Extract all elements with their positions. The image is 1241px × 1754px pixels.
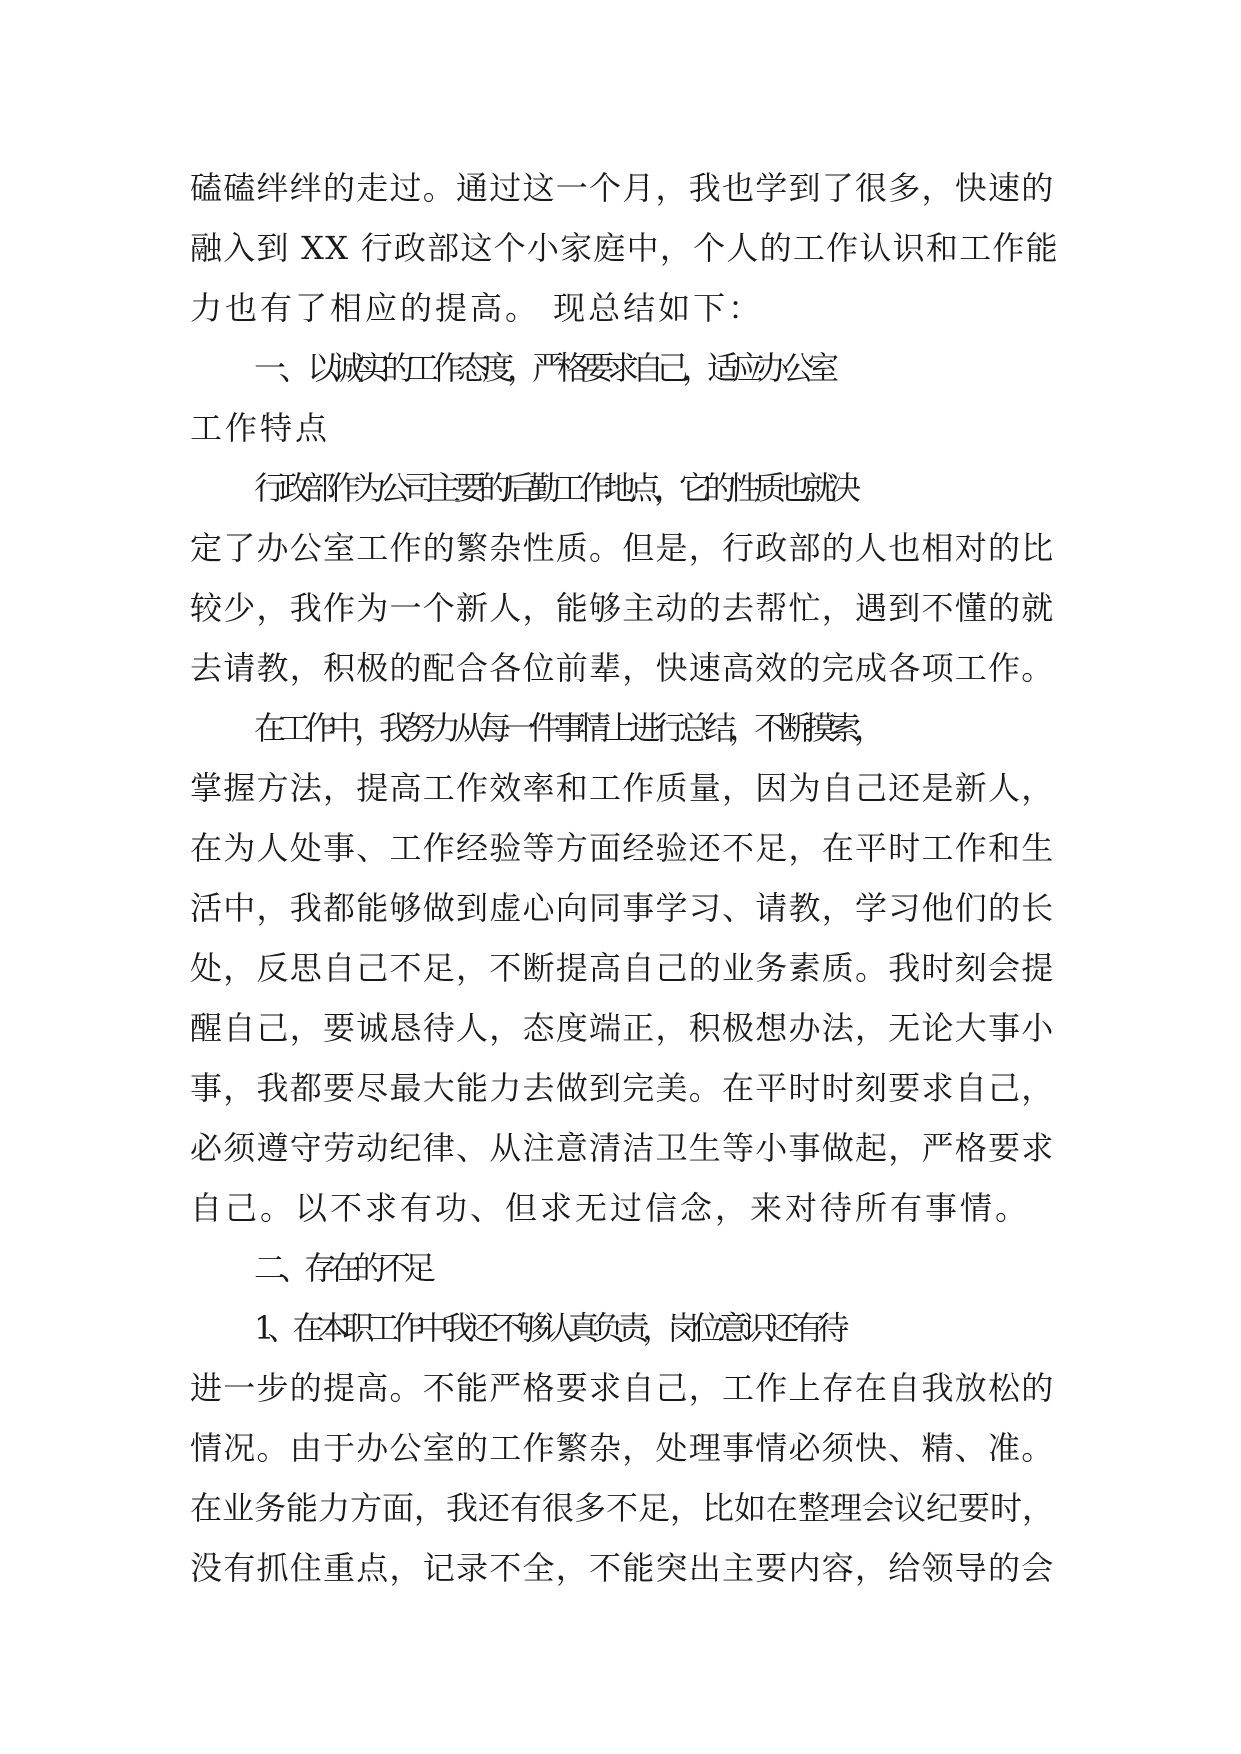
text-line: 工作特点 xyxy=(190,409,331,447)
text-line: 磕磕绊绊的走过。通过这一个月，我也学到了很多，快速的 xyxy=(190,169,1055,207)
text-line: 必须遵守劳动纪律、从注意清洁卫生等小事做起，严格要求 xyxy=(190,1129,1055,1167)
text-line: 醒自己，要诚恳待人，态度端正，积极想办法，无论大事小 xyxy=(190,1009,1055,1047)
text-line: 情况。由于办公室的工作繁杂，处理事情必须快、精、准。 xyxy=(190,1429,1055,1467)
text-line: 没有抓住重点，记录不全，不能突出主要内容，给领导的会 xyxy=(190,1549,1055,1587)
text-line: 掌握方法，提高工作效率和工作质量，因为自己还是新人， xyxy=(190,769,1055,807)
text-line: 在工作中，我努力从每一件事情上进行总结，不断摸索， xyxy=(254,709,880,747)
text-line: 在业务能力方面，我还有很多不足，比如在整理会议纪要时， xyxy=(190,1489,1055,1527)
text-line: 处，反思自己不足，不断提高自己的业务素质。我时刻会提 xyxy=(190,949,1055,987)
text-line: 定了办公室工作的繁杂性质。但是，行政部的人也相对的比 xyxy=(190,529,1055,567)
text-line: 1、在本职工作中我还不够认真负责，岗位意识还有待 xyxy=(254,1309,843,1347)
text-line: 进一步的提高。不能严格要求自己，工作上存在自我放松的 xyxy=(190,1369,1055,1407)
text-line: 较少，我作为一个新人，能够主动的去帮忙，遇到不懂的就 xyxy=(190,589,1055,627)
text-line: 力也有了相应的提高。 现总结如下： xyxy=(190,289,764,327)
document-body xyxy=(190,158,1060,1598)
text-line: 自己。以不求有功、但求无过信念，来对待所有事情。 xyxy=(190,1189,1031,1227)
text-line: 行政部作为公司主要的后勤工作地点，它的性质也就决 xyxy=(254,469,855,507)
text-line: 在为人处事、工作经验等方面经验还不足，在平时工作和生 xyxy=(190,829,1055,867)
text-line: 去请教，积极的配合各位前辈，快速高效的完成各项工作。 xyxy=(190,649,1055,687)
text-line: 二、存在的不足 xyxy=(254,1249,430,1287)
text-line: 一、 以诚实的工作态度，严格要求自己，适应办公室 xyxy=(254,349,833,387)
text-line: 活中，我都能够做到虚心向同事学习、请教，学习他们的长 xyxy=(190,889,1055,927)
text-line: 事，我都要尽最大能力去做到完美。在平时时刻要求自己， xyxy=(190,1069,1055,1107)
text-line: 融入到 XX 行政部这个小家庭中，个人的工作认识和工作能 xyxy=(190,229,1059,267)
